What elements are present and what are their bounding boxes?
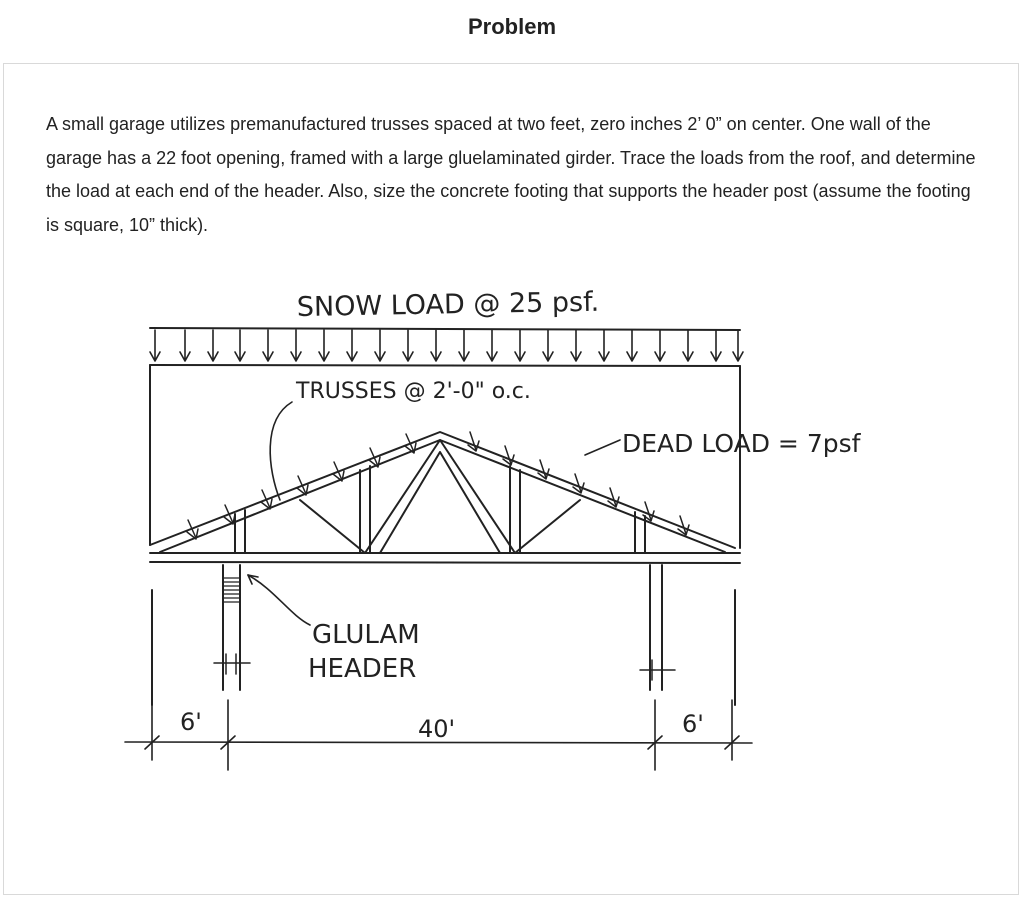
dimension-center-label: 40'	[418, 715, 456, 743]
glulam-label: GLULAM	[312, 620, 420, 650]
dead-load-arrows	[187, 432, 689, 539]
dead-load-leader	[585, 440, 620, 455]
dimension-left-label: 6'	[180, 708, 202, 736]
page-title: Problem	[467, 14, 557, 39]
trusses-leader	[270, 402, 292, 500]
dead-load-label: DEAD LOAD = 7psf	[622, 429, 861, 458]
snow-load-arrows	[150, 330, 743, 361]
snow-load-label: SNOW LOAD @ 25 psf.	[296, 286, 600, 323]
trusses-label: TRUSSES @ 2'-0" o.c.	[296, 379, 531, 404]
snow-load-line	[150, 328, 740, 330]
glulam-leader	[248, 575, 310, 625]
dimension-right-label: 6'	[682, 710, 704, 738]
header-label: HEADER	[308, 654, 417, 684]
problem-statement: A small garage utilizes premanufactured trusses spaced at two feet, zero inches 2’ 0” on center. One wall of the garage has a 22 foot opening, framed with a large gluelaminated girder. Trace the loads from the roof, and determine the load at each end of the header. Also, size the concrete footing that supports the header post (assume the footing is square, 10” thick).	[46, 114, 976, 235]
right-post	[640, 565, 675, 690]
left-post	[214, 565, 250, 690]
